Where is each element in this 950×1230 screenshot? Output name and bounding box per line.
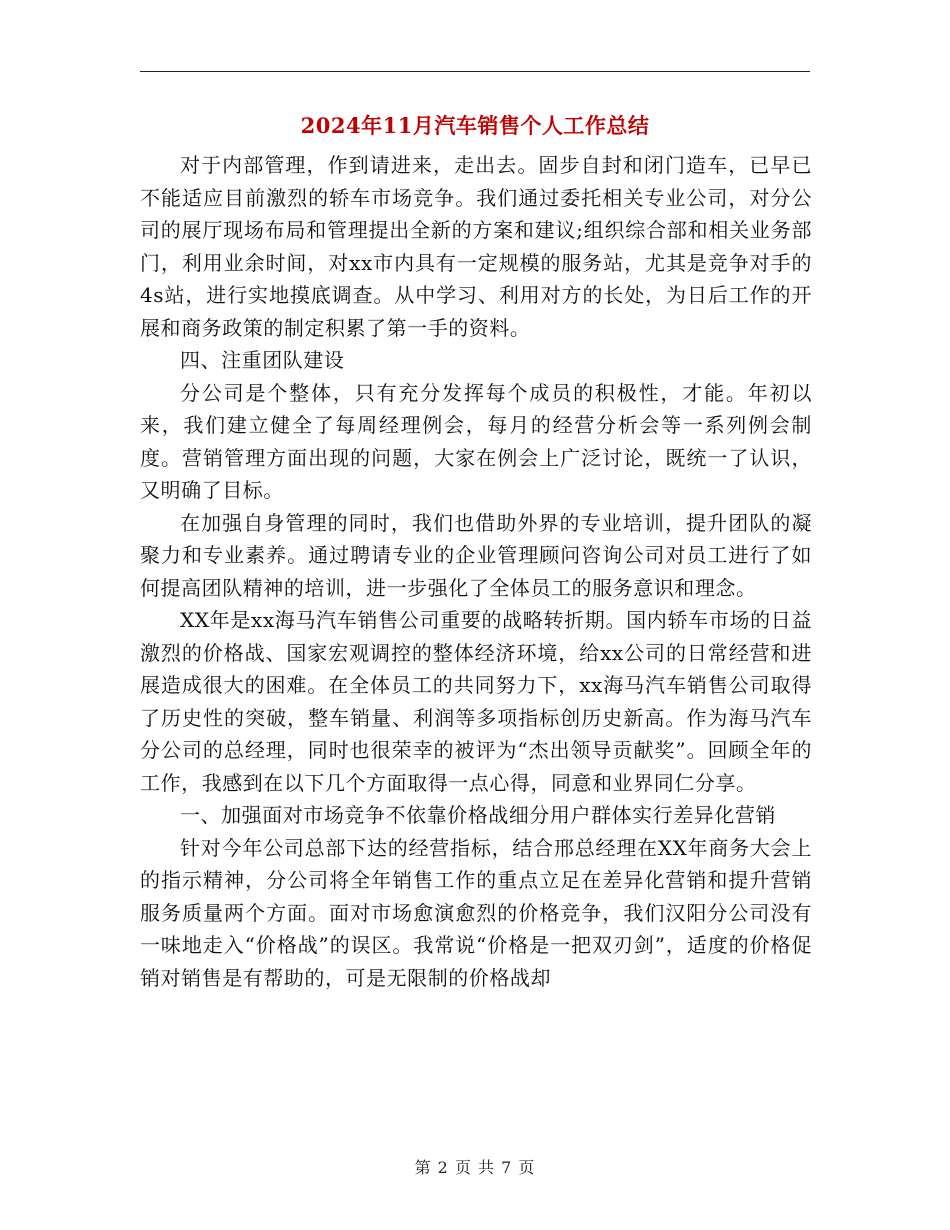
paragraph-price-competition: 针对今年公司总部下达的经营指标，结合邢总经理在XX年商务大会上的指示精神，分公司将全年销售工作的重点立足在差异化营销和提升营销服务质量两个方面。面对市场愈演愈烈的价格竞争，我们汉阳分公司没有一味地走入“价格战”的误区。我常说“价格是一把双刃剑”，适度的价格促销对销售是有帮助的，可是无限制的价格战却 bbox=[140, 835, 812, 990]
document-body bbox=[140, 149, 812, 994]
paragraph-training: 在加强自身管理的同时，我们也借助外界的专业培训，提升团队的凝聚力和专业素养。通过聘请专业的企业管理顾问咨询公司对员工进行了如何提高团队精神的培训，进一步强化了全体员工的服务意识和理念。 bbox=[140, 510, 812, 600]
page-number-footer: 第 2 页 共 7 页 bbox=[414, 1158, 536, 1177]
section-heading-differentiated-marketing: 一、加强面对市场竞争不依靠价格战细分用户群体实行差异化营销 bbox=[180, 803, 776, 827]
paragraph-internal-management: 对于内部管理，作到请进来，走出去。固步自封和闭门造车，已早已不能适应目前激烈的轿车市场竞争。我们通过委托相关专业公司，对分公司的展厅现场布局和管理提出全新的方案和建议;组织综合部和相关业务部门，利用业余时间，对xx市内具有一定规模的服务站，尤其是竞争对手的4s站，进行实地摸底调查。从中学习、利用对方的长处，为日后工作的开展和商务政策的制定积累了第一手的资料。 bbox=[140, 153, 812, 340]
document-title: 2024年11月汽车销售个人工作总结 bbox=[300, 113, 650, 138]
paragraph-team-meetings: 分公司是个整体，只有充分发挥每个成员的积极性，才能。年初以来，我们建立健全了每周经理例会，每月的经营分析会等一系列例会制度。营销管理方面出现的问题，大家在例会上广泛讨论，既统一了认识，又明确了目标。 bbox=[140, 380, 812, 502]
header-rule bbox=[140, 71, 810, 72]
section-heading-team-building: 四、注重团队建设 bbox=[180, 348, 345, 372]
paragraph-year-review: XX年是xx海马汽车销售公司重要的战略转折期。国内轿车市场的日益激烈的价格战、国家宏观调控的整体经济环境，给xx公司的日常经营和进展造成很大的困难。在全体员工的共同努力下，xx海马汽车销售公司取得了历史性的突破，整车销量、利润等多项指标创历史新高。作为海马汽车分公司的总经理，同时也很荣幸的被评为“杰出领导贡献奖”。回顾全年的工作，我感到在以下几个方面取得一点心得，同意和业界同仁分享。 bbox=[140, 608, 812, 795]
